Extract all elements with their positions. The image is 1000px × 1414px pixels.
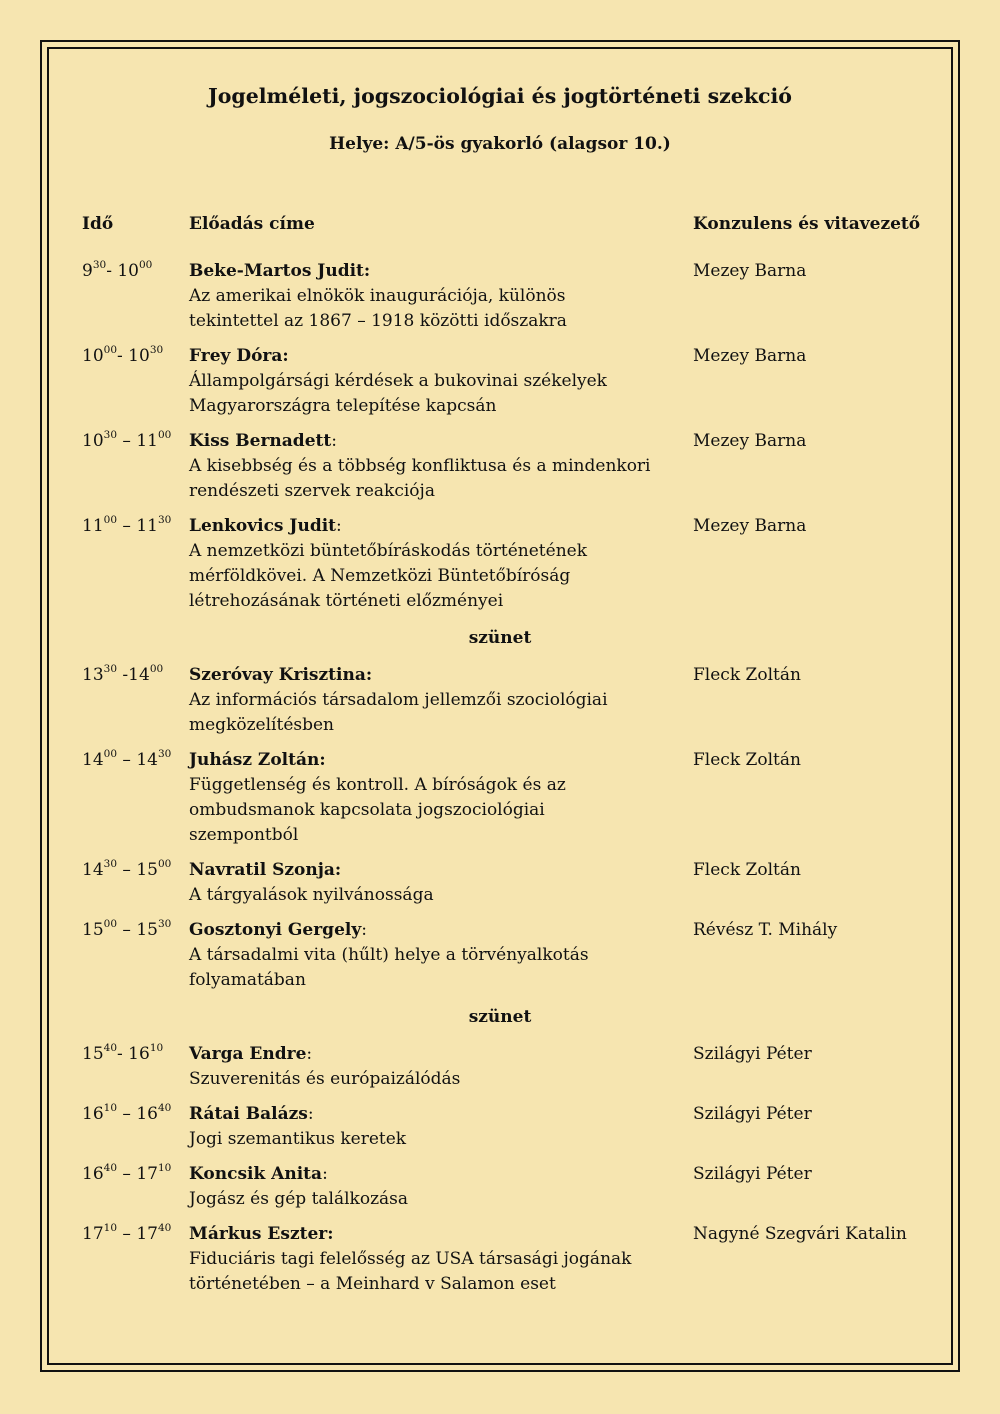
start-minute: 00 (103, 918, 118, 931)
speaker-name: Rátai Balázs (189, 1104, 308, 1124)
schedule-row (0, 514, 1000, 614)
start-minute: 40 (103, 1042, 118, 1055)
start-minute: 30 (103, 663, 118, 676)
start-minute: 40 (103, 1162, 118, 1175)
end-minute: 30 (149, 344, 164, 357)
column-header-advisor: Konzulens és vitavezető (693, 214, 921, 234)
end-hour: 14 (128, 665, 150, 685)
speaker-line (189, 1222, 669, 1247)
speaker-line (189, 1162, 669, 1187)
talk-title-line: Fiduciáris tagi felelősség az USA társasági jogának (189, 1249, 632, 1269)
talk-details (189, 663, 669, 738)
time-separator: - (117, 665, 129, 685)
end-minute: 00 (149, 663, 164, 676)
start-hour: 16 (82, 1104, 104, 1124)
start-minute: 00 (103, 748, 118, 761)
speaker-name: Szeróvay Krisztina: (189, 665, 373, 685)
time-separator: – (117, 1164, 137, 1184)
talk-details (189, 514, 669, 614)
schedule-row (0, 429, 1000, 504)
speaker-name: Koncsik Anita (189, 1164, 323, 1184)
speaker-line (189, 429, 669, 454)
start-hour: 14 (82, 750, 104, 770)
advisor-name: Szilágyi Péter (693, 1164, 812, 1184)
talk-title-line: történetében – a Meinhard v Salamon eset (189, 1274, 556, 1294)
speaker-line (189, 748, 669, 773)
start-hour: 13 (82, 665, 104, 685)
speaker-name: Varga Endre (189, 1044, 307, 1064)
schedule-row (0, 1042, 1000, 1092)
start-hour: 10 (82, 346, 104, 366)
speaker-line (189, 344, 669, 369)
talk-title-line: Állampolgársági kérdések a bukovinai székelyek (189, 371, 607, 391)
start-minute: 30 (92, 259, 107, 272)
time-slot (82, 1042, 163, 1067)
time-separator: – (117, 431, 137, 451)
time-slot (82, 344, 163, 369)
talk-title-line: A nemzetközi büntetőbíráskodás történetének (189, 541, 588, 561)
speaker-name: Frey Dóra: (189, 346, 289, 366)
talk-title-line: mérföldkövei. A Nemzetközi Büntetőbíróság (189, 566, 571, 586)
break-label: szünet (468, 628, 532, 648)
speaker-line (189, 259, 669, 284)
speaker-name-suffix: : (307, 1104, 314, 1124)
speaker-name-suffix: : (322, 1164, 328, 1184)
talk-details (189, 1222, 669, 1297)
talk-details (189, 1162, 669, 1212)
advisor-name: Fleck Zoltán (693, 750, 801, 770)
talk-details (189, 259, 669, 334)
schedule-row (0, 748, 1000, 848)
talk-title-line: Szuverenitás és európaizálódás (189, 1069, 461, 1089)
start-hour: 11 (82, 516, 104, 536)
advisor-name: Fleck Zoltán (693, 860, 801, 880)
time-slot (82, 918, 171, 943)
schedule-row (0, 1162, 1000, 1212)
speaker-line (189, 918, 669, 943)
end-hour: 15 (136, 920, 158, 940)
talk-title-line: tekintettel az 1867 – 1918 közötti időszakra (189, 311, 567, 331)
column-header-talk: Előadás címe (189, 214, 315, 234)
talk-details (189, 748, 669, 848)
advisor-name: Mezey Barna (693, 516, 807, 536)
end-minute: 00 (139, 259, 153, 272)
start-minute: 10 (103, 1222, 118, 1235)
time-separator: – (117, 1224, 137, 1244)
talk-details (189, 429, 669, 504)
speaker-name-suffix: : (361, 920, 367, 940)
advisor-name: Fleck Zoltán (693, 665, 801, 685)
end-hour: 14 (136, 750, 158, 770)
end-minute: 30 (157, 918, 172, 931)
schedule-row (0, 858, 1000, 908)
talk-title-line: folyamatában (189, 970, 306, 990)
time-separator: – (117, 860, 137, 880)
speaker-name-suffix: : (306, 1044, 313, 1064)
end-hour: 11 (136, 431, 158, 451)
end-minute: 00 (157, 858, 172, 871)
talk-title-line: Függetlenség és kontroll. A bíróságok és az (189, 775, 566, 795)
time-slot (82, 514, 171, 539)
talk-details (189, 918, 669, 993)
speaker-name: Navratil Szonja: (189, 860, 342, 880)
end-hour: 17 (136, 1224, 158, 1244)
talk-title-line: rendészeti szervek reakciója (189, 481, 435, 501)
talk-title-line: A kisebbség és a többség konfliktusa és a mindenkori (189, 456, 651, 476)
speaker-line (189, 663, 669, 688)
talk-title-line: szempontból (189, 825, 299, 845)
speaker-name: Lenkovics Judit (189, 516, 337, 536)
time-slot (82, 858, 171, 883)
talk-title-line: létrehozásának történeti előzményei (189, 591, 504, 611)
end-minute: 30 (157, 748, 172, 761)
advisor-name: Mezey Barna (693, 346, 807, 366)
time-slot (82, 429, 171, 454)
talk-title-line: ombudsmanok kapcsolata jogszociológiai (189, 800, 545, 820)
start-hour: 15 (82, 920, 104, 940)
advisor-name: Mezey Barna (693, 431, 807, 451)
end-hour: 17 (136, 1164, 158, 1184)
speaker-name: Juhász Zoltán: (189, 750, 326, 770)
advisor-name: Szilágyi Péter (693, 1104, 812, 1124)
speaker-name-suffix: : (331, 431, 337, 451)
end-hour: 10 (117, 261, 139, 281)
end-minute: 00 (157, 429, 172, 442)
end-minute: 40 (157, 1222, 172, 1235)
talk-details (189, 1102, 669, 1152)
speaker-name: Beke-Martos Judit: (189, 261, 371, 281)
talk-title-line: Jogi szemantikus keretek (189, 1129, 407, 1149)
end-hour: 11 (136, 516, 158, 536)
start-hour: 10 (82, 431, 104, 451)
end-hour: 16 (128, 1044, 150, 1064)
break-label: szünet (468, 1007, 532, 1027)
talk-title-line: A társadalmi vita (hűlt) helye a törvényalkotás (189, 945, 589, 965)
location-subtitle: Helye: A/5-ös gyakorló (alagsor 10.) (329, 134, 671, 154)
speaker-name-suffix: : (336, 516, 342, 536)
time-separator: - (117, 1044, 129, 1064)
section-title: Jogelméleti, jogszociológiai és jogtörténeti szekció (208, 84, 792, 108)
start-hour: 14 (82, 860, 104, 880)
time-separator: - (117, 346, 129, 366)
advisor-name: Révész T. Mihály (693, 920, 838, 940)
schedule-row (0, 918, 1000, 993)
talk-title-line: A tárgyalások nyilvánossága (189, 885, 434, 905)
schedule-row (0, 663, 1000, 738)
time-separator: – (117, 1104, 137, 1124)
end-minute: 10 (157, 1162, 172, 1175)
start-hour: 17 (82, 1224, 104, 1244)
time-slot (82, 259, 152, 284)
speaker-name: Kiss Bernadett (189, 431, 332, 451)
start-hour: 15 (82, 1044, 104, 1064)
time-slot (82, 1162, 171, 1187)
advisor-name: Szilágyi Péter (693, 1044, 812, 1064)
time-slot (82, 1222, 171, 1247)
talk-title-line: megközelítésben (189, 715, 334, 735)
talk-title-line: Az amerikai elnökök inaugurációja, különös (189, 286, 566, 306)
schedule-list (0, 259, 1000, 1307)
column-header-time: Idő (82, 214, 114, 234)
talk-details (189, 344, 669, 419)
time-slot (82, 663, 163, 688)
time-separator: – (117, 516, 137, 536)
talk-title-line: Az információs társadalom jellemzői szociológiai (189, 690, 608, 710)
speaker-line (189, 514, 669, 539)
speaker-name: Márkus Eszter: (189, 1224, 334, 1244)
schedule-row (0, 1102, 1000, 1152)
start-minute: 00 (103, 514, 118, 527)
end-minute: 30 (157, 514, 172, 527)
start-hour: 9 (82, 261, 93, 281)
talk-details (189, 1042, 669, 1092)
end-hour: 15 (136, 860, 158, 880)
talk-title-line: Jogász és gép találkozása (189, 1189, 409, 1209)
time-separator: – (117, 920, 137, 940)
end-hour: 10 (128, 346, 150, 366)
time-slot (82, 1102, 171, 1127)
end-minute: 40 (157, 1102, 172, 1115)
speaker-line (189, 1102, 669, 1127)
start-minute: 30 (103, 858, 118, 871)
talk-title-line: Magyarországra telepítése kapcsán (189, 396, 497, 416)
start-minute: 30 (103, 429, 118, 442)
talk-details (189, 858, 669, 908)
start-minute: 10 (103, 1102, 118, 1115)
time-separator: – (117, 750, 137, 770)
end-hour: 16 (136, 1104, 158, 1124)
speaker-name: Gosztonyi Gergely (189, 920, 362, 940)
schedule-row (0, 259, 1000, 334)
time-separator: - (106, 261, 118, 281)
schedule-row (0, 1222, 1000, 1297)
end-minute: 10 (149, 1042, 164, 1055)
advisor-name: Nagyné Szegvári Katalin (693, 1224, 907, 1244)
schedule-row (0, 344, 1000, 419)
start-hour: 16 (82, 1164, 104, 1184)
speaker-line (189, 1042, 669, 1067)
start-minute: 00 (103, 344, 118, 357)
speaker-line (189, 858, 669, 883)
time-slot (82, 748, 171, 773)
advisor-name: Mezey Barna (693, 261, 807, 281)
